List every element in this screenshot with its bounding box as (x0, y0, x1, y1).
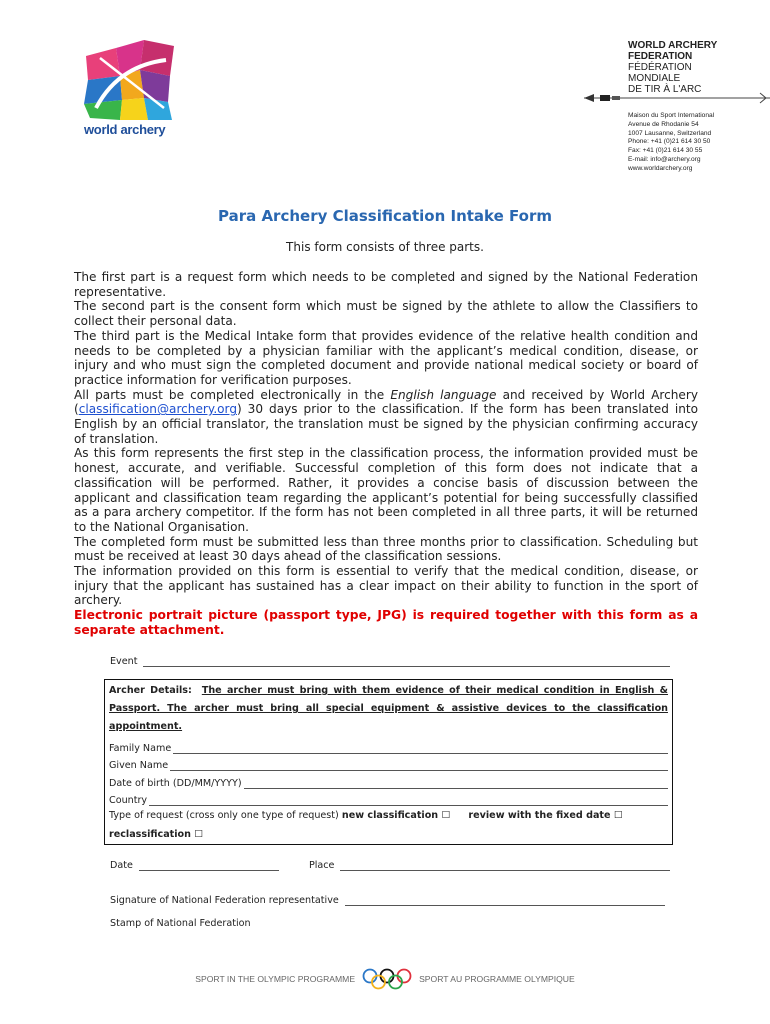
archer-details-label: Archer Details: (109, 685, 192, 696)
country-label: Country (109, 795, 148, 806)
given-name-field[interactable] (109, 754, 668, 772)
family-name-label: Family Name (109, 742, 172, 754)
stamp-label: Stamp of National Federation (110, 918, 251, 929)
place-label: Place (308, 860, 335, 871)
address-line: 1007 Lausanne, Switzerland (628, 129, 712, 137)
archer-details-note: The archer must bring with them evidence of their medical condition in English & Passport. The archer must bring all special equipment & assistive devices to the classification appointment. (109, 685, 669, 732)
given-name-label: Given Name (109, 760, 169, 771)
federation-address (628, 112, 768, 174)
date-label: Date (110, 860, 133, 871)
event-field[interactable] (110, 655, 670, 667)
text-span: ) 30 days prior to the classification. If the form has been translated into English by an official translator, the translation must be signed by the physician confirming accuracy of translation. (74, 402, 698, 446)
dob-label: Date of birth (DD/MM/YYYY) (109, 777, 242, 789)
given-name-line[interactable] (170, 759, 668, 771)
address-line: Avenue de Rhodanie 54 (628, 120, 699, 128)
page-title: Para Archery Classification Intake Form (217, 207, 552, 225)
review-fixed-date-checkbox[interactable]: review with the fixed date ☐ (468, 810, 623, 821)
federation-name-line: FEDERATION (628, 51, 693, 62)
country-field[interactable] (109, 789, 668, 807)
paragraph-consent-form: The second part is the consent form which must be signed by the athlete to allow the Classifiers to collect their personal data. (74, 299, 698, 329)
text-span: All parts must be completed electronically in the (74, 387, 391, 402)
date-place-row (110, 859, 670, 871)
text-span: and received by World Archery ( (74, 387, 698, 417)
signature-label: Signature of National Federation representative (110, 895, 339, 906)
new-classification-checkbox[interactable]: new classification ☐ (341, 810, 451, 821)
federation-name-line: FÉDÉRATION (628, 62, 692, 73)
event-line[interactable] (143, 655, 670, 667)
footer-left-text: SPORT IN THE OLYMPIC PROGRAMME (195, 974, 356, 984)
footer (0, 968, 770, 990)
paragraph-portrait-requirement: Electronic portrait picture (passport type, JPG) is required together with this form as a separate attachment. (74, 608, 698, 637)
paragraph-language (74, 388, 698, 447)
archer-details-intro (109, 682, 668, 736)
date-line[interactable] (139, 859, 279, 871)
address-line: www.worldarchery.org (628, 164, 693, 172)
paragraph-first-step: As this form represents the first step in the classification process, the information provided must be honest, accurate, and verifiable. Successful completion of this form does not indicate that a classification will be performed. Rather, it provides a concise basis of discussion between the applicant and classification team regarding the applicant’s potential for being successfully classified as a para archery competitor. If the form has not been completed in all three parts, it will be returned to the National Organisation. (74, 446, 698, 534)
paragraph-medical-form: The third part is the Medical Intake form that provides evidence of the relative health condition and needs to be completed by a physician familiar with the applicant’s medical condition, disease, or injury and who must sign the completed document and provide national medical society or board of practice information for verification purposes. (74, 328, 698, 387)
dob-line[interactable] (244, 777, 668, 789)
federation-name-line: WORLD ARCHERY (628, 40, 718, 51)
paragraph-information: The information provided on this form is essential to verify that the medical condition, disease, or injury that the applicant has sustained has a clear impact on their ability to function in the sport of archery. (74, 564, 698, 608)
federation-name-line: DE TIR À L'ARC (628, 84, 702, 95)
paragraph-submission: The completed form must be submitted less than three months prior to classification. Scheduling but must be received at least 30 days ahead of the classification sessions. (74, 534, 698, 564)
address-line: Phone: +41 (0)21 614 30 50 (628, 138, 711, 146)
footer-right-text: SPORT AU PROGRAMME OLYMPIQUE (419, 974, 575, 984)
logo-text: world archery (84, 122, 166, 137)
reclassification-checkbox[interactable]: reclassification ☐ (109, 829, 203, 840)
intro-text (74, 270, 698, 638)
request-type-label: Type of request (cross only one type of request) (109, 810, 339, 821)
address-line: Fax: +41 (0)21 614 30 55 (628, 147, 703, 155)
federation-name-line: MONDIALE (628, 73, 681, 84)
signature-line[interactable] (345, 894, 665, 906)
paragraph-request-form: The first part is a request form which needs to be completed and signed by the National Federation representative. (74, 270, 698, 299)
subtitle: This form consists of three parts. (286, 240, 484, 254)
archer-details-box (104, 679, 673, 845)
dob-field[interactable] (109, 771, 668, 789)
request-type-field (109, 806, 668, 844)
event-label: Event (110, 656, 138, 667)
email-link[interactable]: classification@archery.org (78, 402, 237, 417)
family-name-line[interactable] (173, 742, 668, 754)
olympic-rings-icon (361, 968, 413, 990)
family-name-field[interactable] (109, 736, 668, 754)
address-line: E-mail: info@archery.org (628, 155, 701, 163)
federation-info (628, 40, 768, 174)
country-line[interactable] (149, 794, 668, 806)
english-language-em: English language (390, 387, 497, 402)
place-line[interactable] (340, 859, 670, 871)
address-line: Maison du Sport International (628, 112, 715, 119)
signature-field[interactable] (110, 894, 665, 906)
